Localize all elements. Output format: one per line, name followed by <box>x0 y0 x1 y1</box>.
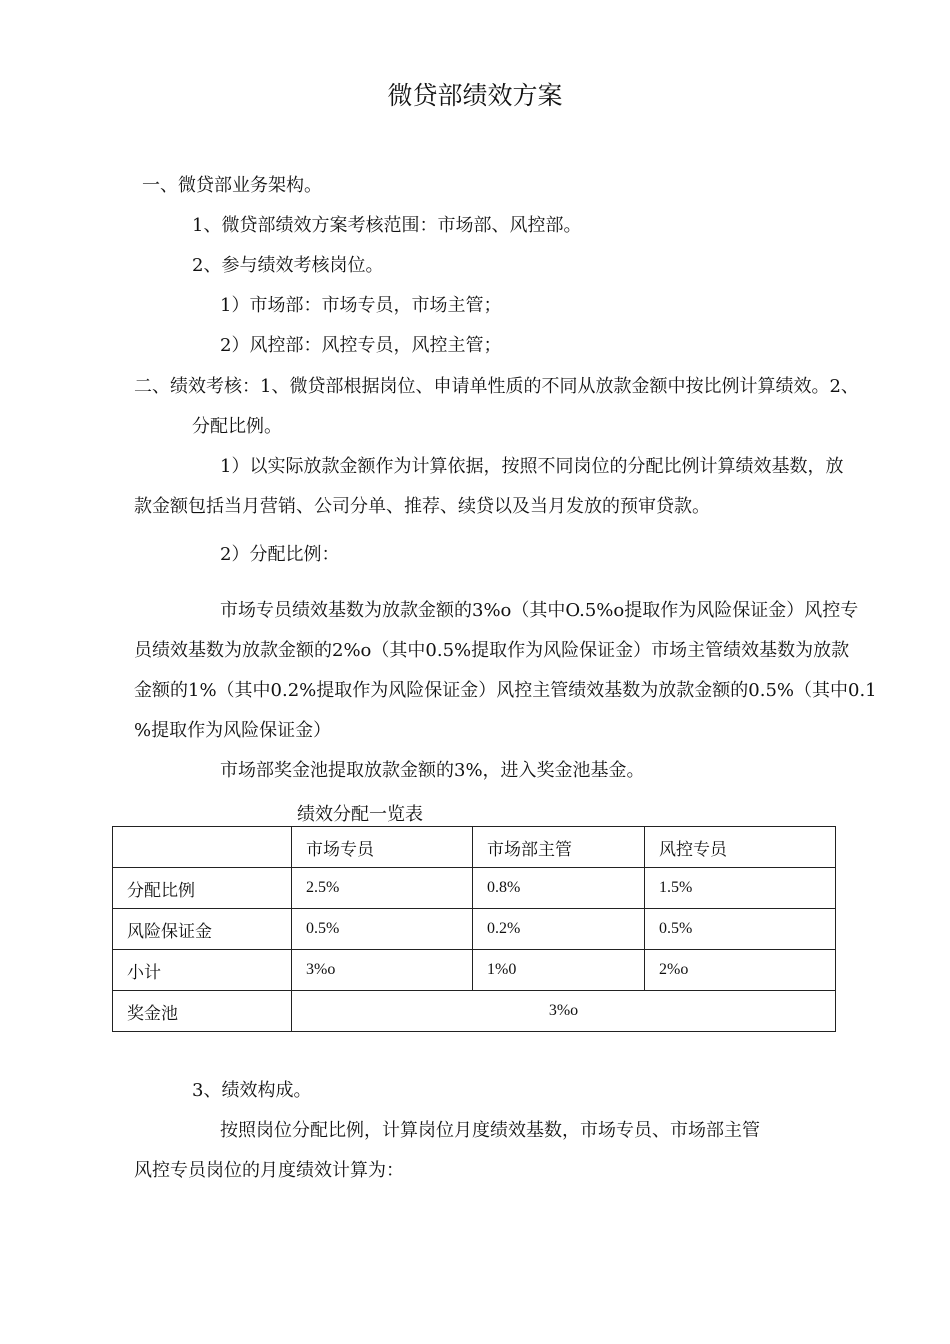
table-row-bonus-pool <box>113 991 836 1032</box>
table-caption: 绩效分配一览表 <box>297 804 423 825</box>
table-row-label: 小计 <box>113 950 292 991</box>
page-title: 微贷部绩效方案 <box>387 81 563 110</box>
paragraph-3-line-1: 市场专员绩效基数为放款金额的3%o（其中O.5%o提取作为风险保证金）风控专 <box>220 600 859 621</box>
table-cell-merged: 3%o <box>292 991 836 1032</box>
paragraph-5-line-1: 按照岗位分配比例，计算岗位月度绩效基数，市场专员、市场部主管 <box>220 1120 760 1141</box>
section-1-heading: 一、微贷部业务架构。 <box>142 175 322 196</box>
table-cell: 3%o <box>292 950 473 991</box>
paragraph-5-line-2: 风控专员岗位的月度绩效计算为： <box>134 1160 404 1181</box>
table-header-cell: 风控专员 <box>645 827 836 868</box>
paragraph-3-line-2: 员绩效基数为放款金额的2%o（其中0.5%提取作为风险保证金）市场主管绩效基数为放款 <box>134 640 850 661</box>
section-1-sub-2: 2）风控部：风控专员，风控主管； <box>220 335 502 356</box>
table-cell: 2.5% <box>292 868 473 909</box>
table-header-cell: 市场专员 <box>292 827 473 868</box>
section-1-item-1: 1、微贷部绩效方案考核范围：市场部、风控部。 <box>192 215 582 236</box>
section-1-sub-1: 1）市场部：市场专员，市场主管； <box>220 295 502 316</box>
section-2-line-2: 分配比例。 <box>192 416 282 437</box>
section-3-heading: 3、绩效构成。 <box>192 1080 312 1101</box>
paragraph-1-line-2: 款金额包括当月营销、公司分单、推荐、续贷以及当月发放的预审贷款。 <box>134 496 710 517</box>
table-row-label: 奖金池 <box>113 991 292 1032</box>
table-header-cell <box>113 827 292 868</box>
paragraph-2-heading: 2）分配比例： <box>220 544 340 565</box>
paragraph-3-line-3: 金额的1%（其中0.2%提取作为风险保证金）风控主管绩效基数为放款金额的0.5%（其中0.1 <box>134 680 877 701</box>
table-row <box>113 950 836 991</box>
table-row-label: 风险保证金 <box>113 909 292 950</box>
table-cell: 0.2% <box>473 909 645 950</box>
paragraph-3-line-4: %提取作为风险保证金） <box>134 720 332 741</box>
table-header-cell: 市场部主管 <box>473 827 645 868</box>
table-cell: 0.8% <box>473 868 645 909</box>
table-row <box>113 909 836 950</box>
table-cell: 1.5% <box>645 868 836 909</box>
table-cell: 0.5% <box>645 909 836 950</box>
table-row-label: 分配比例 <box>113 868 292 909</box>
section-1-item-2: 2、参与绩效考核岗位。 <box>192 255 384 276</box>
section-2-line-1: 二、绩效考核：1、微贷部根据岗位、申请单性质的不同从放款金额中按比例计算绩效。2、 <box>134 376 859 397</box>
performance-table <box>112 826 836 1032</box>
table-row <box>113 868 836 909</box>
paragraph-1-line-1: 1）以实际放款金额作为计算依据，按照不同岗位的分配比例计算绩效基数，放 <box>220 456 844 477</box>
table-cell: 1%0 <box>473 950 645 991</box>
table-header-row <box>113 827 836 868</box>
table-cell: 2%o <box>645 950 836 991</box>
paragraph-4: 市场部奖金池提取放款金额的3%，进入奖金池基金。 <box>220 760 645 781</box>
table-cell: 0.5% <box>292 909 473 950</box>
